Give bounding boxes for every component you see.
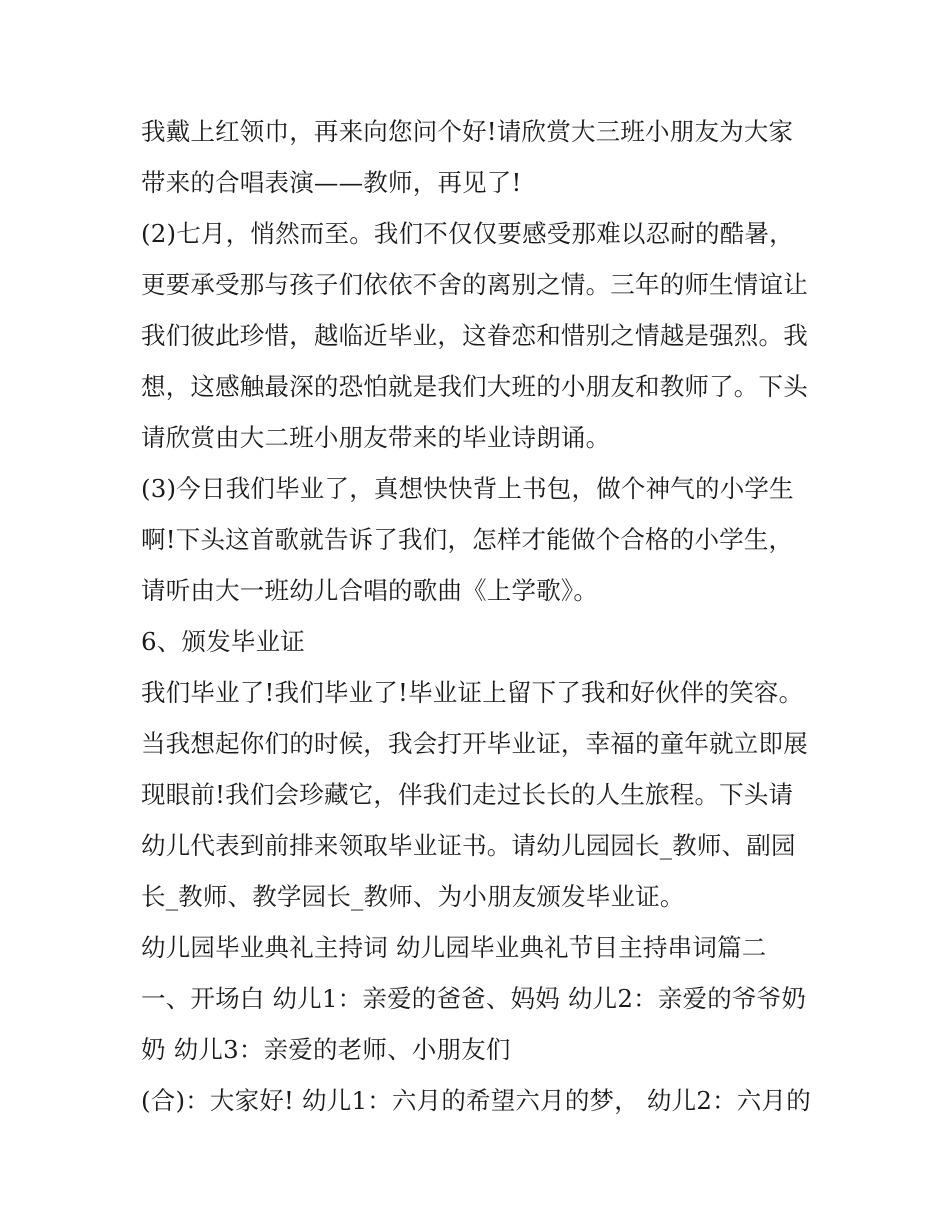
text-line: 请听由大一班幼儿合唱的歌曲《上学歌》。 [141, 576, 599, 605]
text-line: (合)：大家好! 幼儿1：六月的希望六月的梦， 幼儿2：六月的 [141, 1086, 811, 1115]
text-line: (3)今日我们毕业了，真想快快背上书包，做个神气的小学生 [141, 474, 794, 503]
text-line: 幼儿代表到前排来领取毕业证书。请幼儿园园长_教师、副园 [141, 831, 796, 860]
section-heading: 6、颁发毕业证 [141, 627, 305, 656]
text-line: (2)七月，悄然而至。我们不仅仅要感受那难以忍耐的酷暑， [141, 219, 794, 248]
text-line: 我们毕业了!我们毕业了!毕业证上留下了我和好伙伴的笑容。 [141, 678, 804, 707]
text-line: 带来的合唱表演——教师，再见了! [141, 168, 522, 197]
text-line: 更要承受那与孩子们依依不舍的离别之情。三年的师生情谊让 [141, 270, 808, 299]
text-line: 啊!下头这首歌就告诉了我们，怎样才能做个合格的小学生， [141, 525, 794, 554]
text-line: 想，这感触最深的恐怕就是我们大班的小朋友和教师了。下头 [141, 372, 808, 401]
text-line: 一、开场白 幼儿1：亲爱的爸爸、妈妈 幼儿2：亲爱的爷爷奶 [141, 984, 807, 1013]
text-line: 现眼前!我们会珍藏它，伴我们走过长长的人生旅程。下头请 [141, 780, 794, 809]
text-line: 长_教师、教学园长_教师、为小朋友颁发毕业证。 [141, 882, 685, 911]
document-body [141, 106, 841, 1126]
text-line: 我戴上红领巾，再来向您问个好!请欣赏大三班小朋友为大家 [141, 117, 794, 146]
text-line: 我们彼此珍惜，越临近毕业，这眷恋和惜别之情越是强烈。我 [141, 321, 808, 350]
section-title: 幼儿园毕业典礼主持词 幼儿园毕业典礼节目主持串词篇二 [141, 933, 767, 962]
text-line: 奶 幼儿3：亲爱的老师、小朋友们 [141, 1035, 511, 1064]
text-line: 当我想起你们的时候，我会打开毕业证，幸福的童年就立即展 [141, 729, 808, 758]
text-line: 请欣赏由大二班小朋友带来的毕业诗朗诵。 [141, 423, 611, 452]
